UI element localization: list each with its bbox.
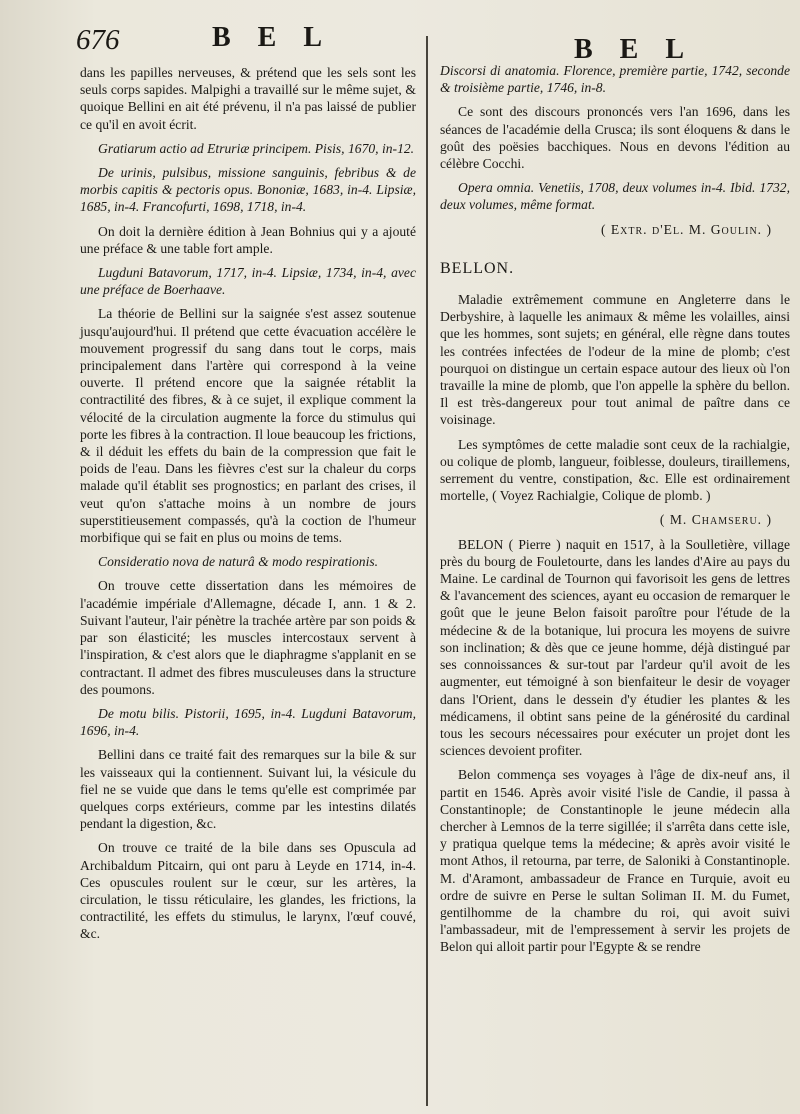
paragraph: Les symptômes de cette maladie sont ceux de la rachialgie, ou colique de plomb, langueur, foiblesse, douleurs, tiraillemens, serrement du ventre, constipation, &c. Elle est ordinairement mortelle, ( Voyez Rachialgie, Colique de plomb. ) [440, 436, 790, 504]
paragraph: De urinis, pulsibus, missione sanguinis, febribus & de morbis capitis & pectoris opus. Bononiæ, 1683, in-4. Lipsiæ, 1685, in-4. Francofurti, 1698, 1718, in-4. [80, 165, 416, 215]
author-signature: ( M. Chamseru. ) [659, 512, 772, 528]
running-title-left: B E L [212, 22, 333, 53]
paragraph: Opera omnia. Venetiis, 1708, deux volumes in-4. Ibid. 1732, deux volumes, même format. [440, 180, 790, 213]
page-number: 676 [76, 24, 120, 56]
left-column [80, 64, 416, 950]
paragraph: Belon commença ses voyages à l'âge de dix-neuf ans, il partit en 1546. Après avoir visité l'isle de Candie, il passa à Constantinople; de Constantinople le jeune médecin alla chercher à Lemnos de la terre sigillée; il s'arrêta dans cette isle, y pratiqua quelque tems la médecine; & après avoir visité le mont Athos, il retourna, par terre, de Saloniki à Constantinople. M. d'Aramont, ambassadeur de France en Turquie, avoit eu ordre de suivre en Perse le sultan Soliman II. M. du Fumet, gentilhomme de la chambre du roi, qui avoit suivi l'ambassadeur, mit de l'empressement à servir les projets de Belon qui alloit partir pour l'Egypte & se rendre [440, 767, 790, 955]
paragraph: Lugduni Batavorum, 1717, in-4. Lipsiæ, 1734, in-4, avec une préface de Boerhaave. [80, 265, 416, 298]
column-divider [426, 36, 428, 1106]
paragraph: On doit la dernière édition à Jean Bohnius qui y a ajouté une préface & une table fort ample. [80, 223, 416, 256]
paragraph: La théorie de Bellini sur la saignée s'est assez soutenue jusqu'aujourd'hui. Il prétend que cette évacuation accélère le mouvement progressif du sang dans tout le corps, mais principalement dans l'artère qui correspond à la veine ouverte. Il prétend encore que la saignée rétablit la contractilité des fibres, & à ce sujet, il explique comment la vélocité de la circulation augmente la force du stimulus qui porte les fibres à la contraction. Il loue beaucoup les frictions, & il déduit les effets du bain de la compression que fait le poids de l'eau. Dans les fièvres c'est sur la chaleur du corps malade qu'il établit ses prognostics; en parlant des crises, il veut qu'on s'attache moins à un nombre de jours superstitieusement compassés, qu'à la coction de l'humeur morbifique qui se fait en plus ou moins de tems. [80, 306, 416, 546]
paragraph: dans les papilles nerveuses, & prétend que les sels sont les seuls corps sapides. Malpighi a travaillé sur le même sujet, & quoique Bellini en ait été prévenu, il n'a pas laissé de publier ce qu'il en avoit écrit. [80, 65, 416, 132]
paragraph: De motu bilis. Pistorii, 1695, in-4. Lugduni Batavorum, 1696, in-4. [80, 705, 416, 739]
paragraph: On trouve ce traité de la bile dans ses Opuscula ad Archibaldum Pitcairn, qui ont paru à Leyde en 1714, in-4. Ces opuscules roulent sur le cœur, sur les artères, la circulation, le tissu réticulaire, les glandes, les frictions, la contractilité, les effets du stimulus, le larynx, l'œuf couvé, &c. [80, 840, 416, 942]
article-heading: BELLON. [440, 259, 515, 277]
right-column [440, 62, 790, 963]
paragraph: Discorsi di anatomia. Florence, première partie, 1742, seconde & troisième partie, 1746, in-8. [440, 63, 790, 96]
paragraph: On trouve cette dissertation dans les mémoires de l'académie impériale d'Allemagne, décade I, ann. 1 & 2. Suivant l'auteur, l'air pénètre la trachée artère par son poids & par son élasticité; les muscles intercostaux servent à l'inspiration, & c'est alors que le diaphragme s'applanit en se contractant. Il admet des fibres musculeuses dans la structure des poumons. [80, 578, 416, 697]
paragraph: Ce sont des discours prononcés vers l'an 1696, dans les séances de l'académie della Crusca; ils sont éloquens & dans le goût des poësies bacchiques. Nous en devons l'édition au célèbre Cocchi. [440, 104, 790, 172]
author-signature: ( Extr. d'El. M. Goulin. ) [600, 221, 772, 237]
paragraph: BELON ( Pierre ) naquit en 1517, à la Soulletière, village près du bourg de Fouletourte, dans les landes d'Aire au pays du Maine. Le cardinal de Tournon qui favorisoit les gens de lettres & l'avancement des sciences, ayant eu occasion de remarquer le goût que le jeune Belon faisoit paroître pour l'étude de la médecine & de la botanique, lui procura les moyens de suivre son inclination; & dès que ce jeune homme, déjà distingué par ses connoissances & sur-tout par l'ardeur qu'il avoit de les augmenter, eut témoigné à son bienfaiteur le desir de voyager dans l'Orient, dans le dessein d'y étudier les plantes & les médicamens, il obtint sans peine de la générosité du cardinal tous les secours nécessaires pour exécuter un projet dont les sciences devoient profiter. [440, 536, 790, 759]
running-title-right: B E L [574, 34, 695, 65]
paragraph: Gratiarum actio ad Etruriæ principem. Pisis, 1670, in-12. [98, 140, 415, 156]
paragraph: Consideratio nova de naturâ & modo respirationis. [98, 554, 379, 570]
paragraph: Bellini dans ce traité fait des remarques sur la bile & sur les vaisseaux qui la contiennent. Suivant lui, la vésicule du fiel ne se vuide que dans le tems qu'elle est comprimée par quelques corps extérieurs, comme par les intestins dilatés pendant la digestion, &c. [80, 747, 416, 832]
paragraph: Maladie extrêmement commune en Angleterre dans le Derbyshire, à laquelle les animaux & même les volailles, ainsi que les hommes, sont sujets; en général, elle règne dans toutes les contrées infectées de l'odeur de la mine de plomb; c'est pourquoi on distingue un certain espace autour des lieux où l'on travaille la mine de plomb, que l'on appelle la sphère du bellon. Il est très-dangereux pour tout animal de paître dans ce voisinage. [440, 292, 790, 428]
page-header [0, 18, 800, 64]
